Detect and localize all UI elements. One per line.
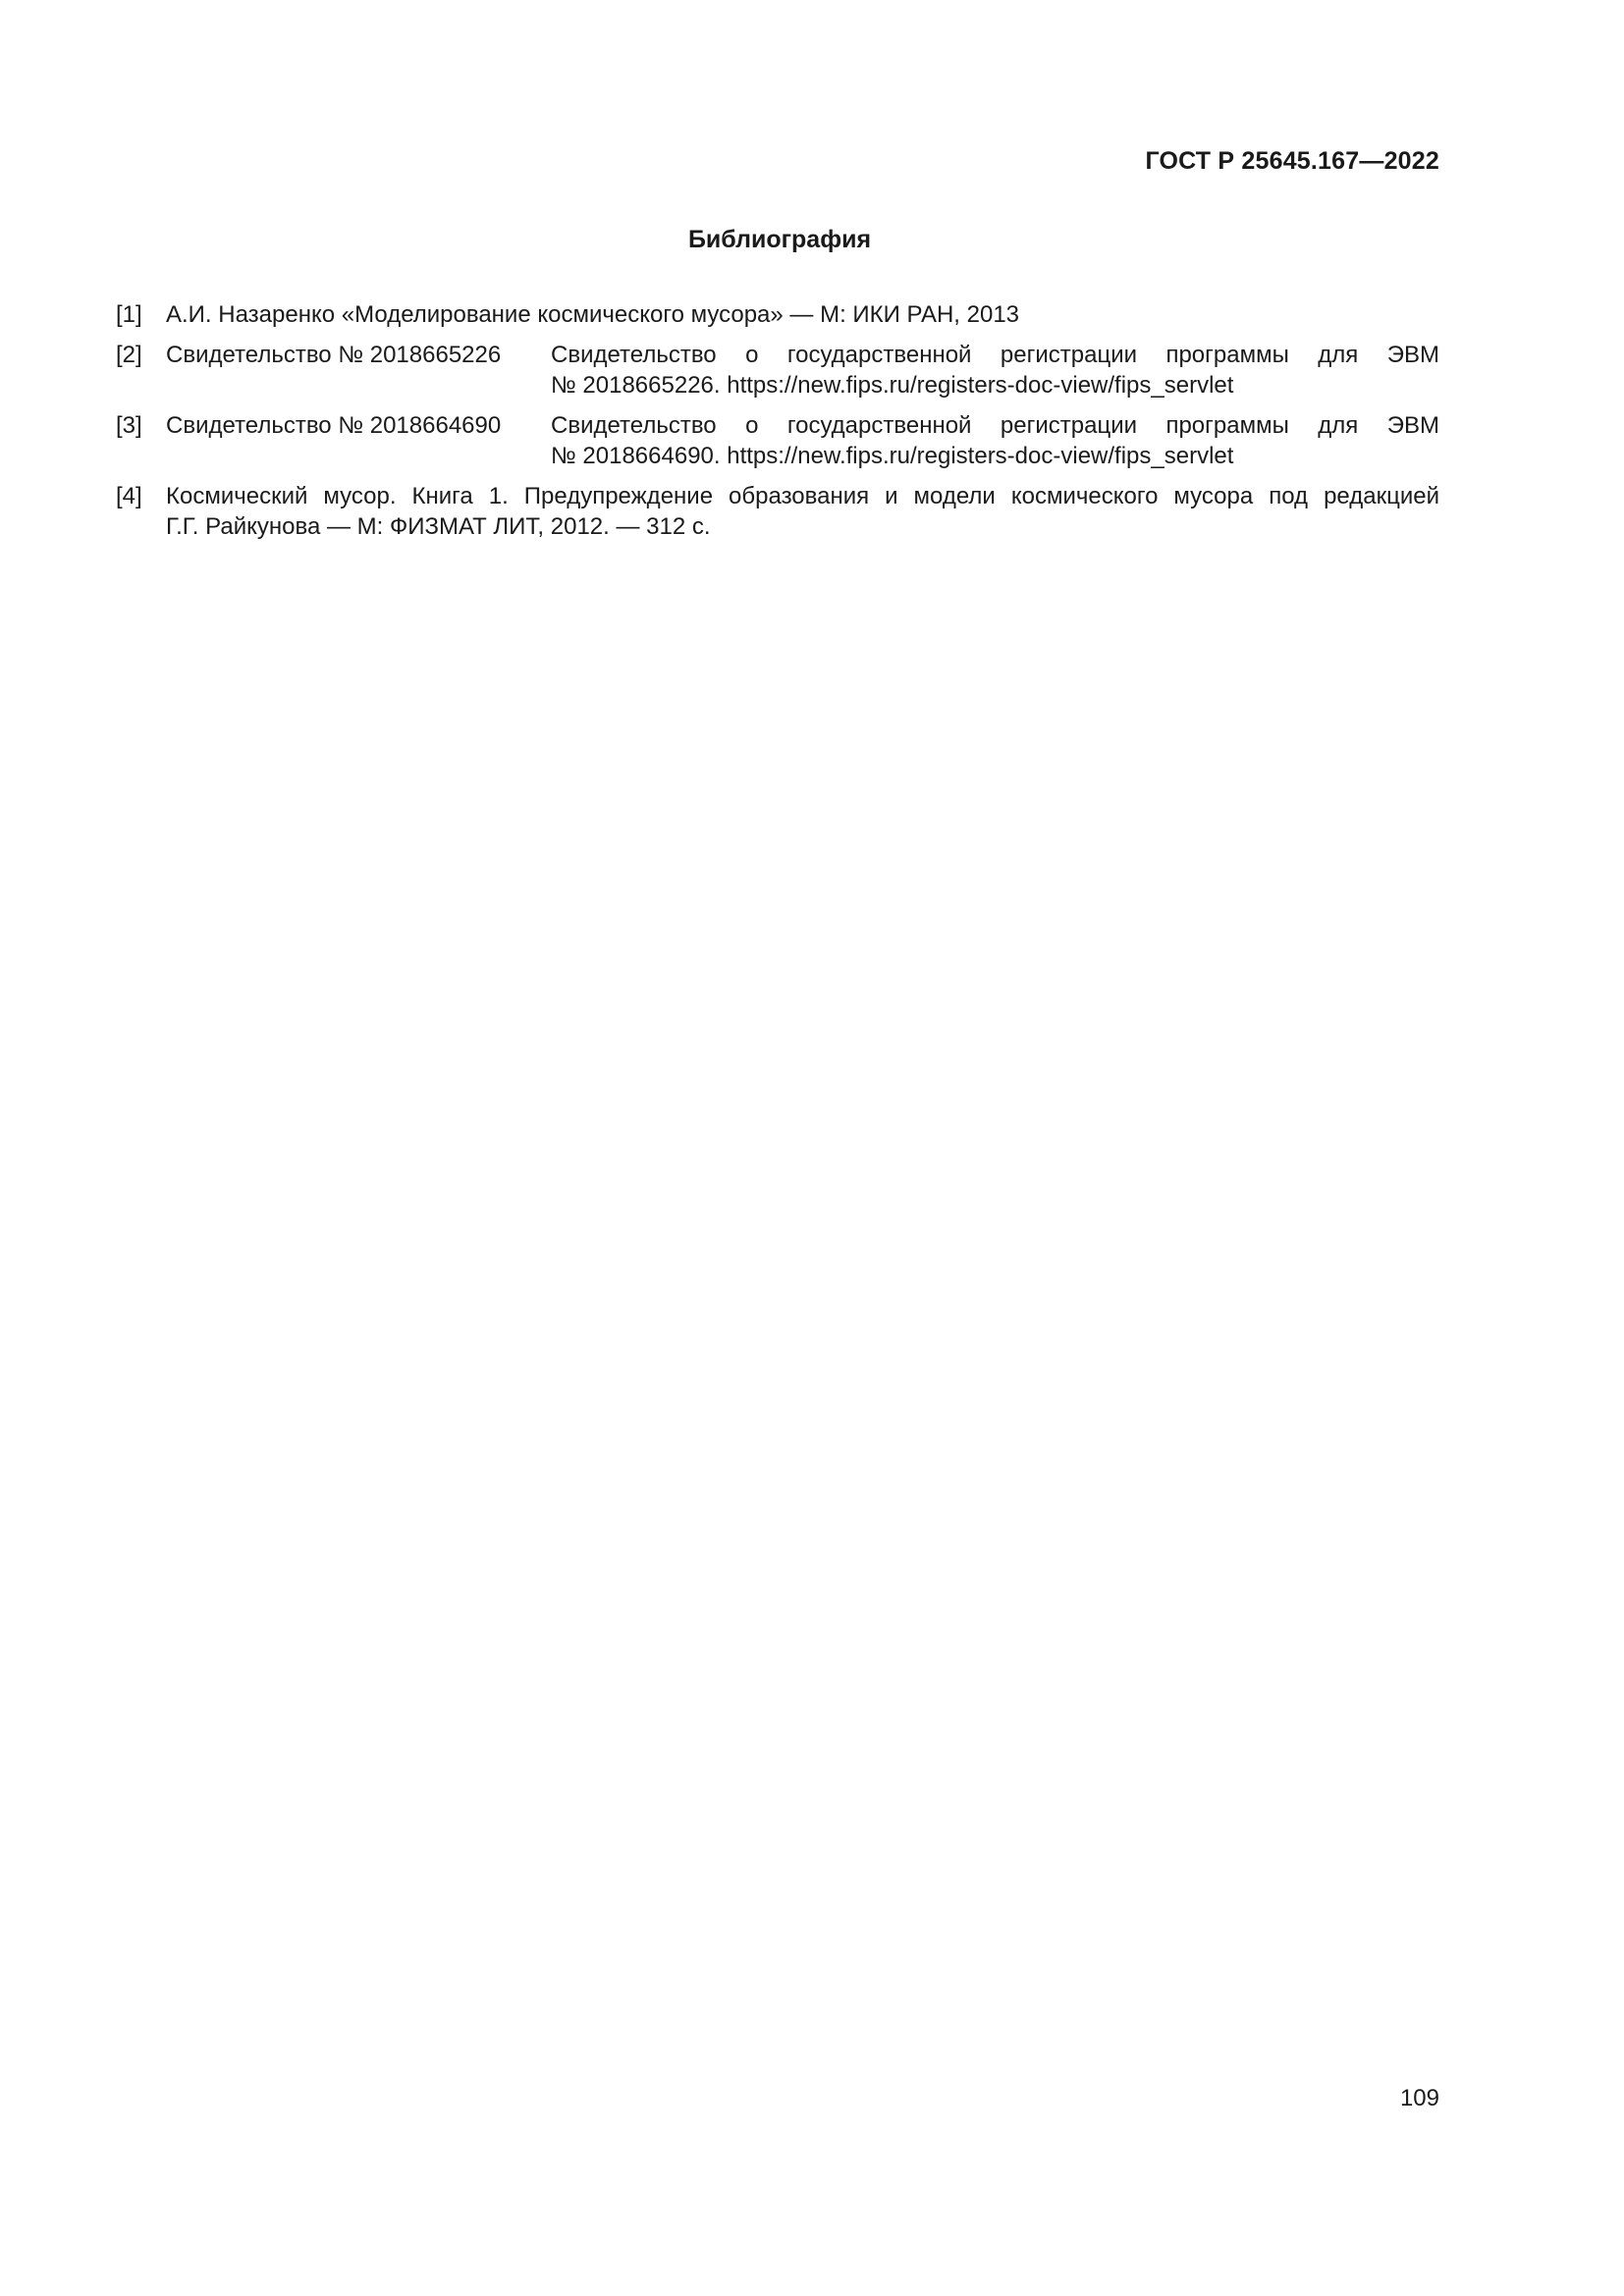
entry-number: [1] — [116, 301, 142, 328]
entry-number: [4] — [116, 483, 142, 509]
entry-label: Свидетельство № 2018664690 — [166, 412, 502, 439]
page-number: 109 — [1399, 2085, 1439, 2111]
entry-description-line-1: Космический мусор. Книга 1. Предупреждение образования и модели космического мусора под редакцией — [166, 483, 1439, 509]
standard-code-header: ГОСТ Р 25645.167—2022 — [1145, 147, 1439, 175]
entry-label: Свидетельство № 2018665226 — [166, 342, 502, 368]
section-title: Библиография — [687, 226, 872, 253]
bibliography-entry-4 — [116, 481, 1439, 542]
entry-description-line-2: Г.Г. Райкунова — М: ФИЗМАТ ЛИТ, 2012. — 312 с. — [166, 513, 711, 540]
entry-description-line-2: № 2018665226. https://new.fips.ru/registers-doc-view/fips_servlet — [551, 372, 1234, 399]
entry-description — [166, 481, 1439, 542]
bibliography-list — [116, 299, 1439, 552]
entry-number: [2] — [116, 342, 142, 368]
bibliography-entry-3 — [116, 410, 1439, 471]
bibliography-entry-2 — [116, 340, 1439, 400]
bibliography-entry-1 — [116, 299, 1439, 330]
entry-description — [551, 410, 1439, 471]
entry-number: [3] — [116, 412, 142, 439]
entry-description-line-1: Свидетельство о государственной регистрации программы для ЭВМ — [551, 342, 1439, 368]
entry-description — [551, 340, 1439, 400]
entry-description-line-1: Свидетельство о государственной регистрации программы для ЭВМ — [551, 412, 1439, 439]
entry-description-line-2: № 2018664690. https://new.fips.ru/registers-doc-view/fips_servlet — [551, 443, 1234, 469]
entry-text: А.И. Назаренко «Моделирование космического мусора» — М: ИКИ РАН, 2013 — [166, 301, 1020, 328]
